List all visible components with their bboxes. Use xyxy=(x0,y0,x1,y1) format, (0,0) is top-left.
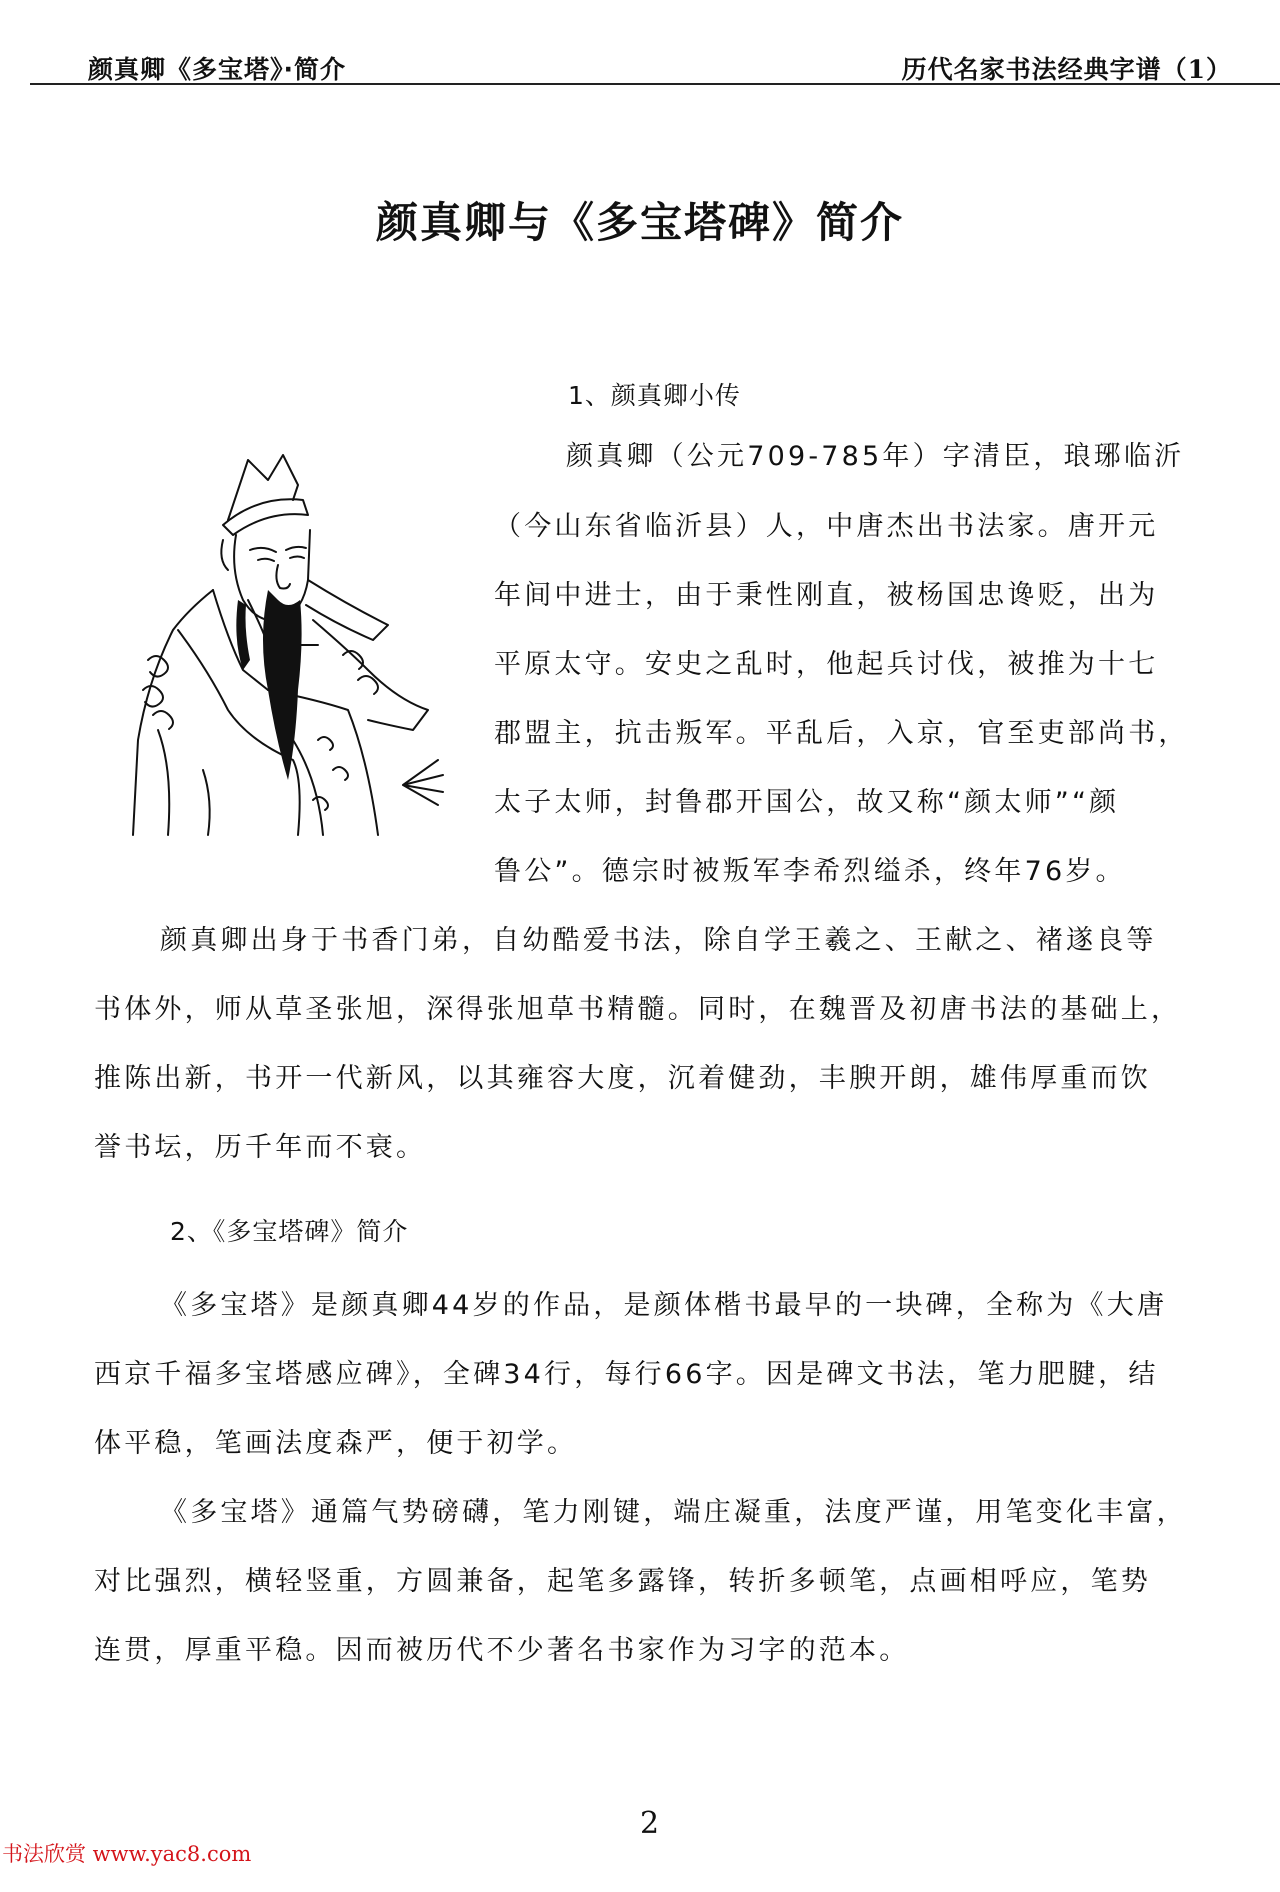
portrait-illustration xyxy=(118,440,448,845)
bio-paragraph2-line-1: 颜真卿出身于书香门弟，自幼酷爱书法，除自学王羲之、王献之、褚遂良等 xyxy=(160,925,1157,956)
header-divider xyxy=(30,83,1280,85)
bio-paragraph2-line-3: 推陈出新，书开一代新风，以其雍容大度，沉着健劲，丰腴开朗，雄伟厚重而饮 xyxy=(94,1063,1151,1094)
portrait-image xyxy=(118,440,448,845)
page-title: 颜真卿与《多宝塔碑》简介 xyxy=(375,198,904,247)
bio-paragraph2-line-2: 书体外，师从草圣张旭，深得张旭草书精髓。同时，在魏晋及初唐书法的基础上， xyxy=(94,994,1182,1025)
duobaota-paragraph2-line-3: 连贯，厚重平稳。因而被历代不少著名书家作为习字的范本。 xyxy=(94,1635,910,1666)
bio-line-4: 平原太守。安史之乱时，他起兵讨伐，被推为十七 xyxy=(494,649,1159,680)
duobaota-paragraph2-line-2: 对比强烈，横轻竖重，方圆兼备，起笔多露锋，转折多顿笔，点画相呼应，笔势 xyxy=(94,1566,1151,1597)
running-header-left: 颜真卿《多宝塔》·简介 xyxy=(88,55,346,84)
bio-line-7: 鲁公”。德宗时被叛军李希烈缢杀，终年76岁。 xyxy=(494,856,1126,887)
section-heading-duobaota: 2、《多宝塔碑》简介 xyxy=(170,1217,409,1246)
bio-line-6: 太子太师，封鲁郡开国公，故又称“颜太师”“颜 xyxy=(494,787,1120,818)
bio-line-5: 郡盟主，抗击叛军。平乱后，入京，官至吏部尚书， xyxy=(494,718,1189,749)
bio-line-3: 年间中进士，由于秉性刚直，被杨国忠谗贬，出为 xyxy=(494,580,1159,611)
duobaota-paragraph1-line-1: 《多宝塔》是颜真卿44岁的作品，是颜体楷书最早的一块碑，全称为《大唐 xyxy=(160,1290,1168,1321)
section-heading-biography: 1、颜真卿小传 xyxy=(568,381,741,410)
bio-paragraph2-line-4: 誉书坛，历千年而不衰。 xyxy=(94,1132,427,1163)
running-header-right: 历代名家书法经典字谱（1） xyxy=(901,55,1232,84)
duobaota-paragraph1-line-2: 西京千福多宝塔感应碑》，全碑34行，每行66字。因是碑文书法，笔力肥腱，结 xyxy=(94,1359,1159,1390)
bio-line-1: 颜真卿（公元709-785年）字清臣，琅琊临沂 xyxy=(566,441,1185,472)
page-number: 2 xyxy=(640,1806,660,1841)
watermark-link[interactable]: 书法欣赏 www.yac8.com xyxy=(2,1842,252,1866)
duobaota-paragraph1-line-3: 体平稳，笔画法度森严，便于初学。 xyxy=(94,1428,578,1459)
duobaota-paragraph2-line-1: 《多宝塔》通篇气势磅礴，笔力刚键，端庄凝重，法度严谨，用笔变化丰富， xyxy=(160,1497,1187,1528)
bio-line-2: （今山东省临沂县）人，中唐杰出书法家。唐开元 xyxy=(494,511,1159,542)
